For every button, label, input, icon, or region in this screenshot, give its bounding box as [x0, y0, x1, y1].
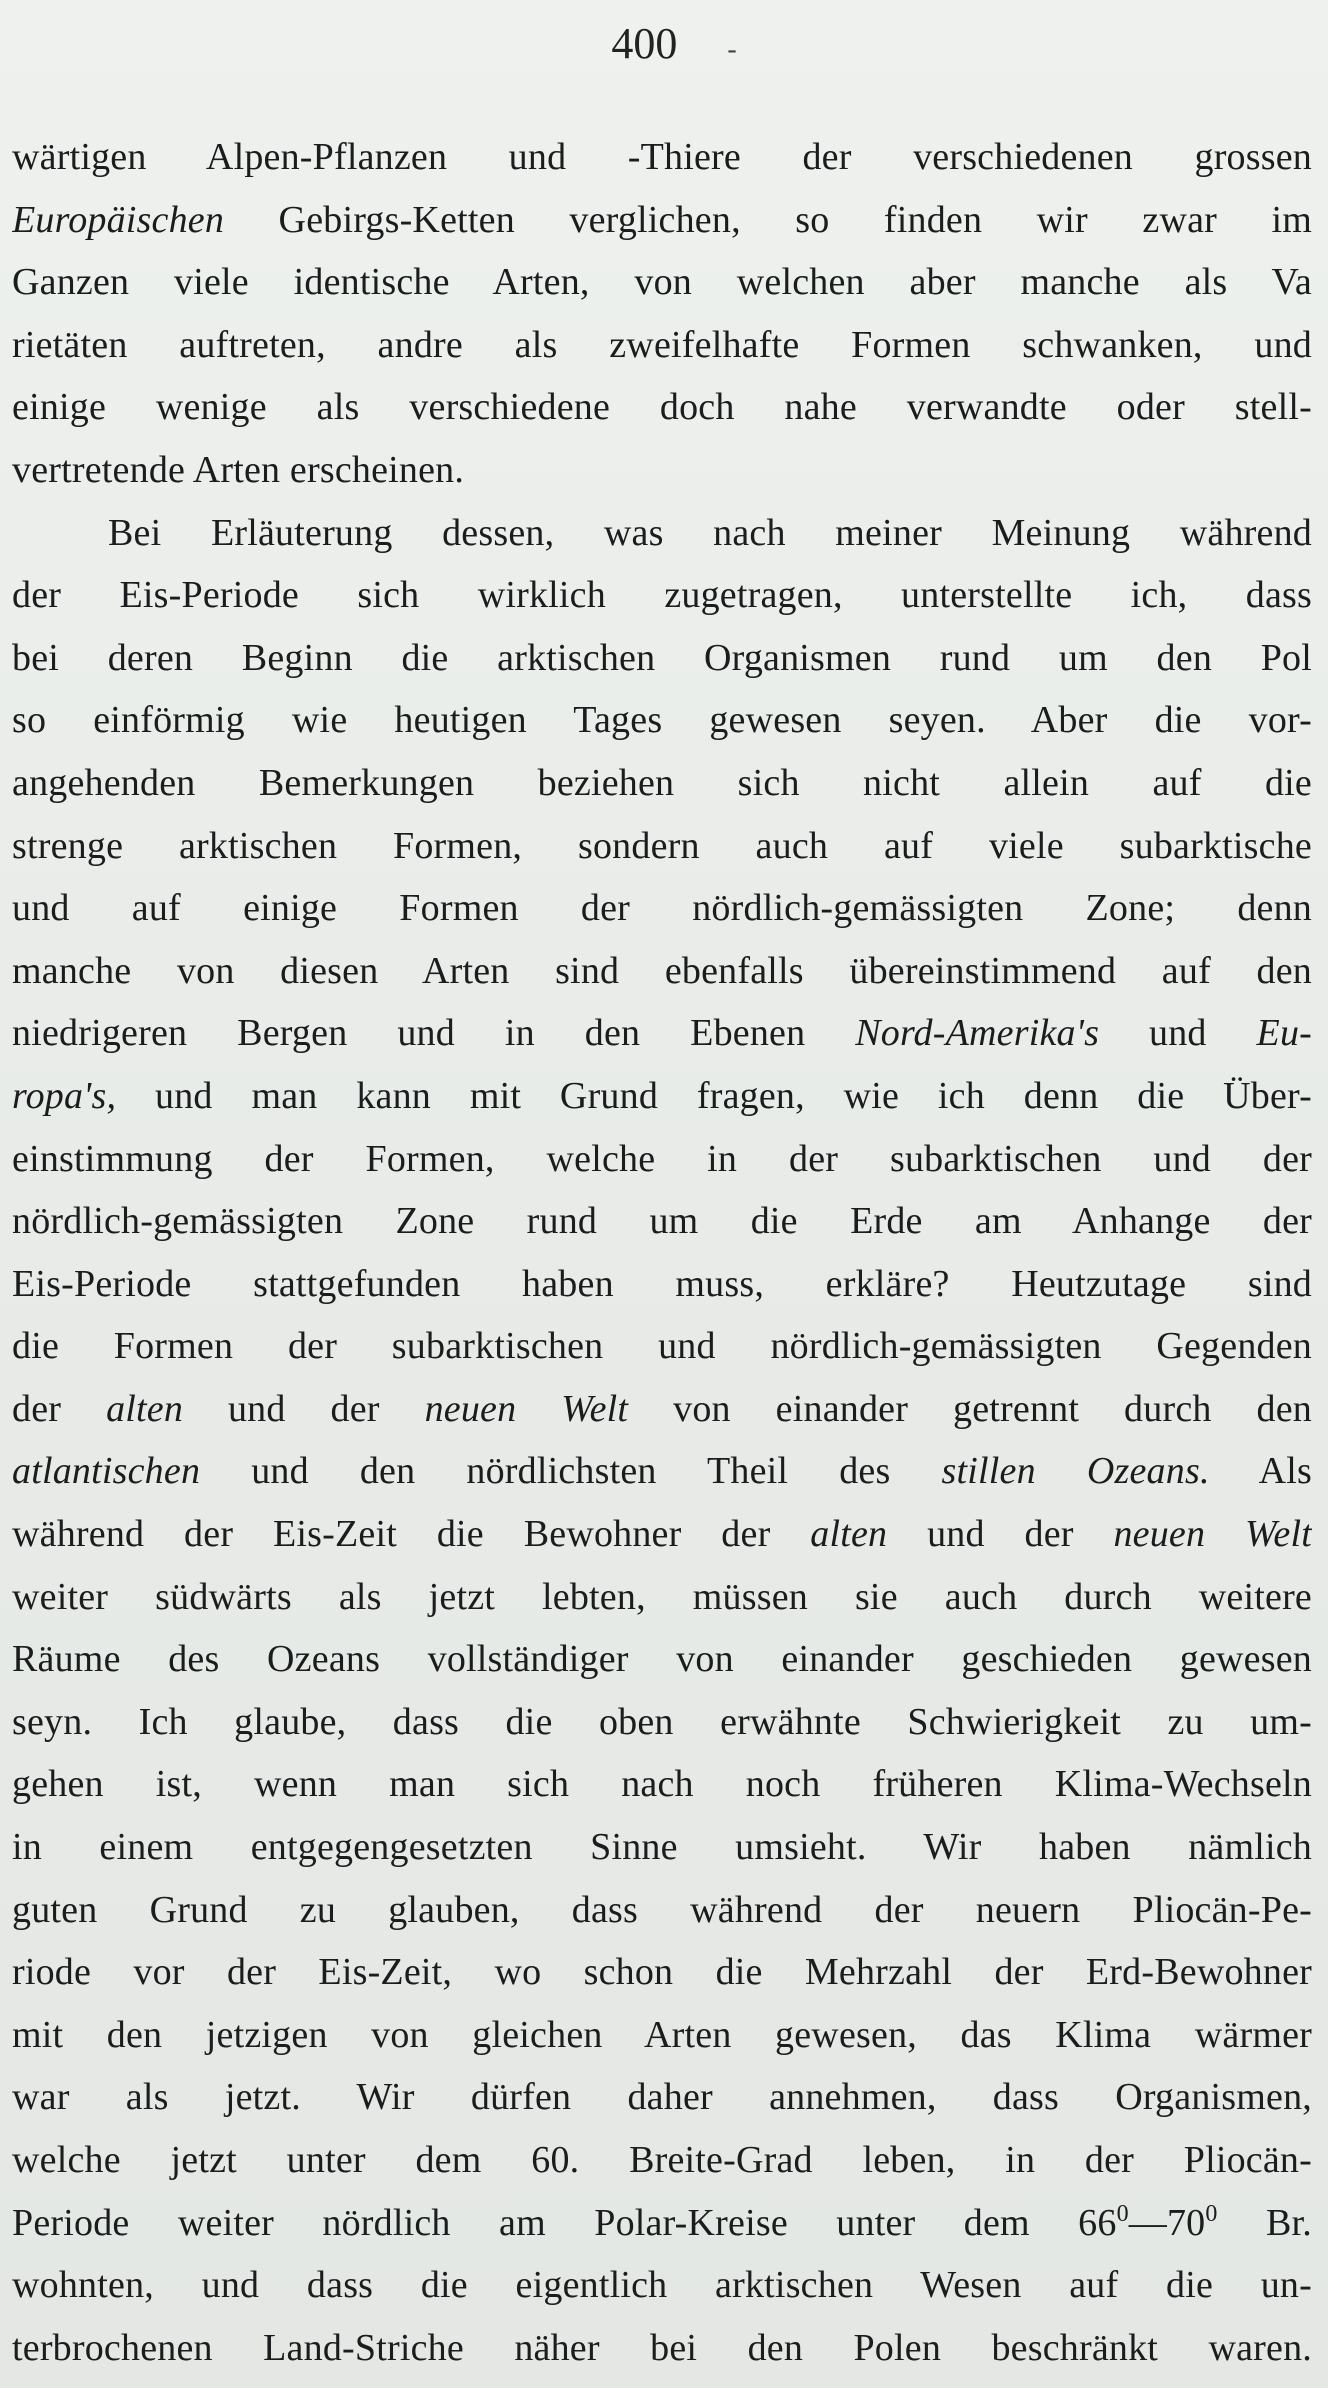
- text-line: [12, 126, 1312, 189]
- text-segment: Ganzen viele identische Arten, von welchen aber manche als Va: [12, 261, 1312, 304]
- text-segment: wohnten, und dass die eigentlich arktischen Wesen auf die un-: [12, 2264, 1312, 2307]
- text-line: [12, 1753, 1312, 1816]
- text-segment: seyn. Ich glaube, dass die oben erwähnte Schwierigkeit zu um-: [12, 1700, 1312, 1743]
- text-line: [12, 1691, 1312, 1754]
- text-segment: Br.: [1217, 2201, 1312, 2244]
- text-line: [12, 2254, 1312, 2317]
- text-segment: bei deren Beginn die arktischen Organismen rund um den Pol: [12, 636, 1312, 679]
- text-segment: Gebirgs-Ketten verglichen, so finden wir zwar im: [224, 198, 1312, 241]
- text-line: [12, 251, 1312, 314]
- text-segment: nördlich-gemässigten Zone rund um die Erde am Anhange der: [12, 1200, 1312, 1243]
- text-segment: und: [1099, 1012, 1257, 1055]
- text-segment: die Formen der subarktischen und nördlich-gemässigten Gegenden: [12, 1325, 1312, 1368]
- text-line: [12, 1002, 1312, 1065]
- text-segment: strenge arktischen Formen, sondern auch auf viele subarktische: [12, 824, 1312, 867]
- text-segment: mit den jetzigen von gleichen Arten gewesen, das Klima wärmer: [12, 2013, 1312, 2056]
- text-line: [12, 1503, 1312, 1566]
- degree-superscript: 0: [1116, 2200, 1129, 2227]
- text-segment: niedrigeren Bergen und in den Ebenen: [12, 1012, 856, 1055]
- text-line: [12, 189, 1312, 252]
- text-line: [12, 1190, 1312, 1253]
- text-line: [12, 564, 1312, 627]
- text-line: [12, 1253, 1312, 1316]
- text-line: [12, 439, 1312, 502]
- italic-term: alten: [810, 1513, 888, 1556]
- text-segment: von einander getrennt durch den: [628, 1387, 1312, 1430]
- page-number-header: [0, 14, 1328, 80]
- degree-superscript: 0: [1205, 2200, 1218, 2227]
- text-line: [12, 2004, 1312, 2067]
- body-text: [12, 126, 1312, 2379]
- text-line: [12, 502, 1312, 565]
- text-line: [12, 752, 1312, 815]
- text-segment: vertretende Arten erscheinen.: [12, 448, 465, 491]
- text-segment: und der: [183, 1387, 425, 1430]
- italic-term: Eu-: [1256, 1012, 1312, 1055]
- text-segment: Als: [1209, 1450, 1312, 1493]
- text-line: [12, 1941, 1312, 2004]
- text-segment: einstimmung der Formen, welche in der subarktischen und der: [12, 1137, 1312, 1180]
- italic-term: ropa's,: [12, 1074, 117, 1117]
- text-segment: in einem entgegengesetzten Sinne umsieht. Wir haben nämlich: [12, 1826, 1312, 1869]
- text-line: [12, 1566, 1312, 1629]
- italic-term: alten: [106, 1387, 184, 1430]
- text-segment: während der Eis-Zeit die Bewohner der: [12, 1513, 811, 1556]
- text-line: [12, 1440, 1312, 1503]
- text-segment: Eis-Periode stattgefunden haben muss, erkläre? Heutzutage sind: [12, 1262, 1312, 1305]
- text-segment: terbrochenen Land-Striche näher bei den Polen beschränkt waren.: [12, 2326, 1312, 2369]
- italic-term: stillen Ozeans.: [941, 1450, 1210, 1493]
- text-segment: manche von diesen Arten sind ebenfalls übereinstimmend auf den: [12, 949, 1312, 992]
- text-segment: welche jetzt unter dem 60. Breite-Grad leben, in der Pliocän-: [12, 2139, 1312, 2181]
- text-segment: riode vor der Eis-Zeit, wo schon die Mehrzahl der Erd-Bewohner: [12, 1951, 1312, 1994]
- text-segment: Bei Erläuterung dessen, was nach meiner Meinung während: [108, 511, 1312, 554]
- text-segment: und man kann mit Grund fragen, wie ich denn die Über-: [116, 1074, 1312, 1117]
- text-line: [12, 940, 1312, 1003]
- text-line: [12, 1315, 1312, 1378]
- text-segment: guten Grund zu glauben, dass während der neuern Pliocän-Pe-: [12, 1888, 1312, 1931]
- text-segment: und den nördlichsten Theil des: [200, 1450, 942, 1493]
- text-line: [12, 1128, 1312, 1191]
- text-segment: wärtigen Alpen-Pflanzen und -Thiere der verschiedenen grossen: [12, 136, 1312, 178]
- text-segment: rietäten auftreten, andre als zweifelhafte Formen schwanken, und: [12, 323, 1312, 366]
- text-segment: —70: [1128, 2201, 1206, 2244]
- text-line: [12, 1628, 1312, 1691]
- text-line: [12, 2066, 1312, 2129]
- text-line: [12, 1378, 1312, 1441]
- page-number-mark: -: [727, 34, 737, 65]
- italic-term: neuen Welt: [1113, 1513, 1312, 1556]
- text-segment: und auf einige Formen der nördlich-gemässigten Zone; denn: [12, 887, 1312, 930]
- text-segment: so einförmig wie heutigen Tages gewesen seyen. Aber die vor-: [12, 699, 1312, 742]
- italic-term: Nord-Amerika's: [855, 1012, 1100, 1055]
- text-line: [12, 2317, 1312, 2380]
- italic-term: neuen Welt: [424, 1387, 629, 1430]
- text-segment: war als jetzt. Wir dürfen daher annehmen, dass Organismen,: [12, 2076, 1312, 2119]
- italic-term: atlantischen: [12, 1450, 201, 1493]
- italic-term: Europäischen: [12, 198, 225, 241]
- text-segment: einige wenige als verschiedene doch nahe verwandte oder stell-: [12, 386, 1312, 429]
- text-line: [12, 815, 1312, 878]
- text-segment: gehen ist, wenn man sich nach noch früheren Klima-Wechseln: [12, 1763, 1312, 1806]
- text-segment: der: [12, 1387, 107, 1430]
- text-line: [12, 376, 1312, 439]
- text-line: [12, 1065, 1312, 1128]
- text-line: [12, 689, 1312, 752]
- text-line: [12, 627, 1312, 690]
- text-segment: angehenden Bemerkungen beziehen sich nicht allein auf die: [12, 761, 1312, 804]
- text-segment: der Eis-Periode sich wirklich zugetragen, unterstellte ich, dass: [12, 574, 1312, 617]
- text-line: [12, 2192, 1312, 2255]
- text-segment: weiter südwärts als jetzt lebten, müssen sie auch durch weitere: [12, 1575, 1312, 1618]
- text-segment: Periode weiter nördlich am Polar-Kreise unter dem 66: [12, 2201, 1117, 2244]
- text-line: [12, 1879, 1312, 1942]
- text-segment: Räume des Ozeans vollständiger von einander geschieden gewesen: [12, 1638, 1312, 1681]
- text-line: [12, 877, 1312, 940]
- text-line: [12, 1816, 1312, 1879]
- text-line: [12, 314, 1312, 377]
- page-number: 400: [611, 19, 678, 68]
- text-line: [12, 2129, 1312, 2192]
- text-segment: und der: [887, 1513, 1114, 1556]
